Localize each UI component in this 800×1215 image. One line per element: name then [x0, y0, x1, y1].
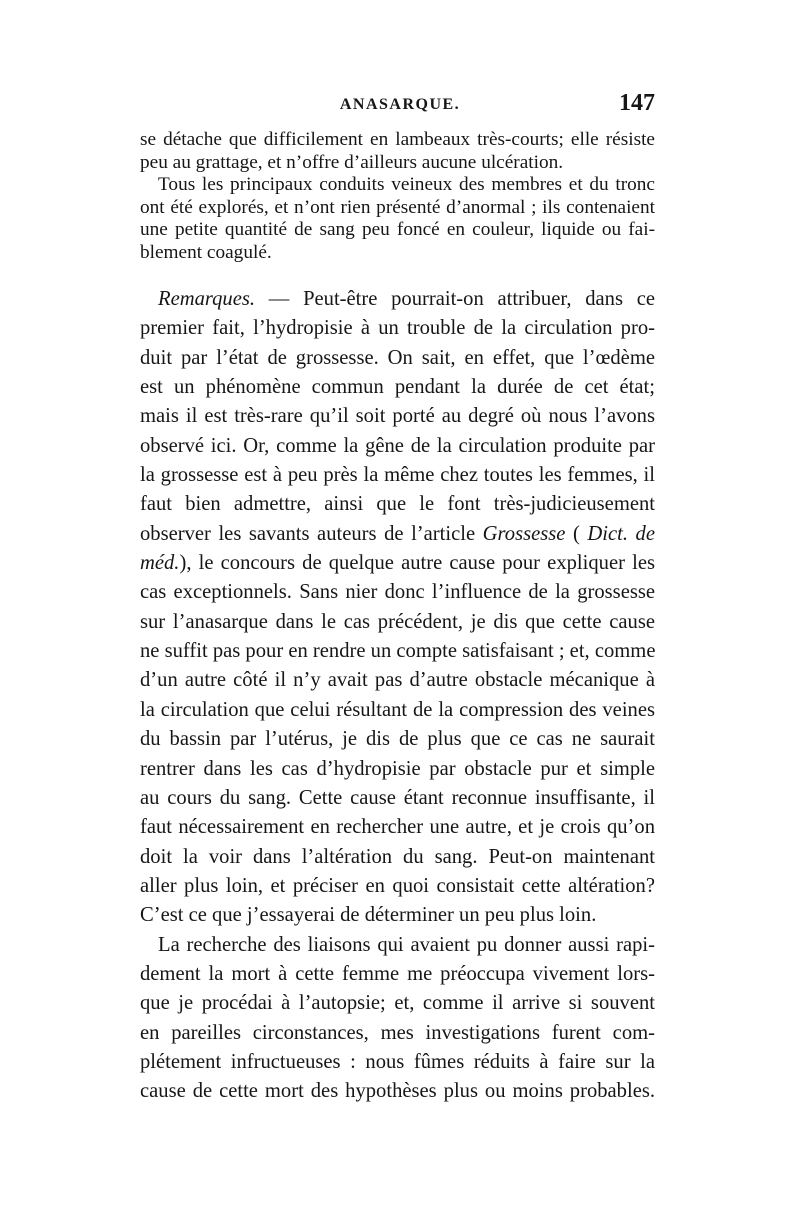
- text-line: ne suffit pas pour en rendre un compte satisfaisant ; et, comme: [140, 640, 656, 663]
- running-title: ANASARQUE.: [339, 96, 461, 113]
- paragraph-veins: [140, 174, 655, 264]
- text-line: est un phénomène commun pendant la durée de cet état;: [140, 376, 655, 399]
- text-line: faut bien admettre, ainsi que le font très-judicieusement: [140, 493, 655, 516]
- text-line: plétement infructueuses : nous fûmes réduits à faire sur la: [140, 1050, 655, 1073]
- text-line: La recherche des liaisons qui avaient pu donner aussi rapi-: [158, 933, 655, 956]
- text-line: cause de cette mort des hypothèses plus ou moins probables.: [140, 1080, 655, 1103]
- text-line: Tous les principaux conduits veineux des membres et du tronc: [158, 174, 655, 196]
- text-line: une petite quantité de sang peu foncé en couleur, liquide ou fai-: [140, 219, 655, 241]
- text-line: que je procédai à l’autopsie; et, comme il arrive si souvent: [140, 992, 655, 1015]
- text-line: du bassin par l’utérus, je dis de plus que ce cas ne saurait: [140, 728, 655, 751]
- text-line: C’est ce que j’essayerai de déterminer un peu plus loin.: [140, 904, 597, 927]
- text-line: d’un autre côté il n’y avait pas d’autre obstacle mécanique à: [140, 669, 655, 692]
- dictionary-citation: Dict. de: [587, 522, 655, 545]
- text-line: aller plus loin, et préciser en quoi consistait cette altération?: [140, 874, 655, 897]
- paragraph-continued: [140, 129, 655, 174]
- text-line: doit la voir dans l’altération du sang. Peut-on maintenant: [140, 845, 655, 868]
- text-line: [140, 549, 655, 578]
- text-line: se détache que difficilement en lambeaux très-courts; elle résiste: [140, 129, 655, 150]
- text-fragment: (: [565, 522, 588, 545]
- page-header: [145, 90, 655, 124]
- text-line: mais il est très-rare qu’il soit porté au degré où nous l’avons: [140, 405, 655, 428]
- text-line: [140, 520, 655, 549]
- text-fragment: ), le concours de quelque autre cause pour expliquer les: [179, 552, 655, 575]
- text-line: duit par l’état de grossesse. On sait, en effet, que l’œdème: [140, 346, 655, 369]
- page-number: 147: [619, 90, 655, 116]
- text-line: dement la mort à cette femme me préoccupa vivement lors-: [140, 962, 655, 985]
- text-line: au cours du sang. Cette cause étant reconnue insuffisante, il: [140, 786, 655, 809]
- remarks-label: Remarques.: [158, 288, 256, 310]
- text-block-large: [140, 285, 655, 1107]
- paragraph-autopsy: [140, 931, 655, 1107]
- dictionary-citation-end: méd.: [140, 552, 180, 575]
- text-line: en pareilles circonstances, mes investigations furent com-: [140, 1021, 655, 1044]
- text-line: faut nécessairement en rechercher une autre, et je crois qu’on: [140, 816, 655, 839]
- text-line: la circulation que celui résultant de la compression des veines: [140, 698, 655, 721]
- text-line: premier fait, l’hydropisie à un trouble de la circulation pro-: [140, 317, 655, 340]
- article-title: Grossesse: [482, 522, 566, 545]
- text-line: la grossesse est à peu près la même chez toutes les femmes, il: [140, 464, 655, 487]
- paragraph-remarks: [140, 285, 655, 931]
- text-line: sur l’anasarque dans le cas précédent, je dis que cette cause: [140, 610, 655, 633]
- text-line: peu au grattage, et n’offre d’ailleurs aucune ulcération.: [140, 151, 564, 173]
- text-line: ont été explorés, et n’ont rien présenté d’anormal ; ils contenaient: [140, 196, 655, 218]
- text-line: cas exceptionnels. Sans nier donc l’influence de la grossesse: [140, 581, 655, 604]
- text-line: observé ici. Or, comme la gêne de la circulation produite par: [140, 434, 655, 457]
- text-line: rentrer dans les cas d’hydropisie par obstacle pur et simple: [140, 757, 655, 780]
- text-fragment: — Peut-être pourrait-on attribuer, dans ce: [255, 288, 655, 310]
- text-fragment: observer les savants auteurs de l’article: [140, 522, 483, 545]
- text-block-small: [140, 129, 655, 265]
- text-line: blement coagulé.: [140, 241, 272, 263]
- text-line: [140, 285, 655, 314]
